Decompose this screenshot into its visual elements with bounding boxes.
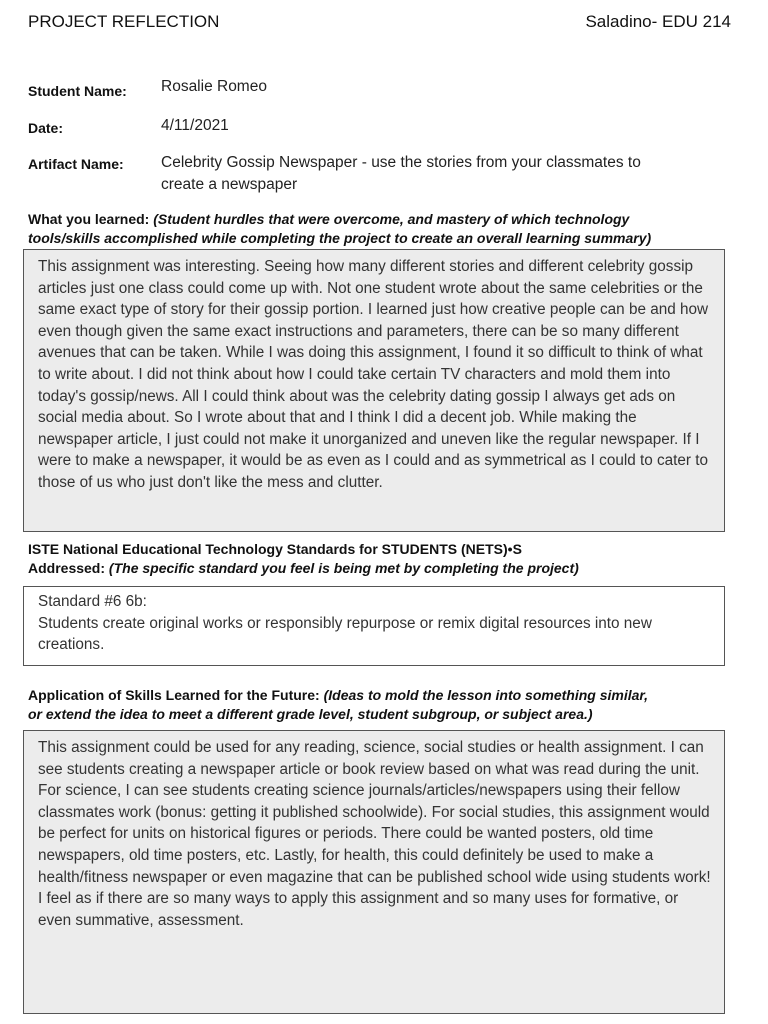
artifact-line-1: Celebrity Gossip Newspaper - use the stories from your classmates to [161, 154, 641, 171]
learned-hint-1: (Student hurdles that were overcome, and mastery of which technology [153, 211, 630, 227]
application-heading [28, 686, 753, 724]
iste-heading-2: Addressed: [28, 560, 106, 576]
learned-text-box[interactable] [23, 249, 725, 532]
learned-title: What you learned: [28, 211, 150, 227]
iste-heading [28, 540, 748, 578]
date-value: 4/11/2021 [161, 117, 229, 134]
application-body: This assignment could be used for any reading, science, social studies or health assignment. I can see students creating a newspaper article or book review based on what was read during the unit. For science, I can see students creating science journals/articles/newspapers using their fellow classmates work (bonus: getting it published schoolwide). For social studies, this assignment would be perfect for units on historical figures or periods. There could be wanted posters, old time newspapers, old time posters, etc. Lastly, for health, this could definitely be used to make a health/fitness newspaper or even magazine that can be published school wide using students work! I feel as if there are so many ways to apply this assignment and so many uses for formative, or even summative, assessment. [38, 739, 711, 929]
iste-hint: (The specific standard you feel is being met by completing the project) [108, 560, 579, 576]
learned-body: This assignment was interesting. Seeing how many different stories and different celebrity gossip articles just one class could come up with. Not one student wrote about the same celebrities or the same exact type of story for their gossip portion. I learned just how creative people can be and how even though given the same exact instructions and parameters, there can be so many different avenues that can be taken. While I was doing this assignment, I found it so difficult to think of what to write about. I did not think about how I could take certain TV characters and mold them into today's gossip/news. All I could think about was the celebrity dating gossip I always get ads on social media about. So I wrote about that and I think I did a decent job. While making the newspaper article, I just could not make it unorganized and uneven like the regular newspaper. If I were to make a newspaper, it would be as even as I could and as symmetrical as I could to cater to those of us who just don't like the mess and clutter. [38, 258, 709, 491]
iste-heading-1: ISTE National Educational Technology Standards for STUDENTS (NETS)•S [28, 541, 522, 557]
course-label: Saladino- EDU 214 [585, 12, 731, 31]
artifact-name-label: Artifact Name: [28, 156, 124, 172]
application-text-box[interactable] [23, 730, 725, 1014]
learned-hint-2: tools/skills accomplished while completing the project to create an overall learning summary) [28, 230, 652, 246]
application-title: Application of Skills Learned for the Future: [28, 687, 320, 703]
student-name-label: Student Name: [28, 83, 127, 99]
artifact-name-value [161, 152, 641, 196]
iste-text-box[interactable] [23, 586, 725, 666]
student-name-value: Rosalie Romeo [161, 78, 267, 95]
iste-body-2: Students create original works or responsibly repurpose or remix digital resources into new creations. [38, 614, 652, 654]
artifact-line-2: create a newspaper [161, 176, 298, 193]
application-hint-2: or extend the idea to meet a different grade level, student subgroup, or subject area.) [28, 706, 593, 722]
iste-body-1: Standard #6 6b: [38, 593, 147, 610]
document-title: PROJECT REFLECTION [28, 12, 220, 31]
application-hint-1: (Ideas to mold the lesson into something similar, [323, 687, 648, 703]
learned-heading [28, 210, 748, 248]
date-label: Date: [28, 120, 64, 136]
